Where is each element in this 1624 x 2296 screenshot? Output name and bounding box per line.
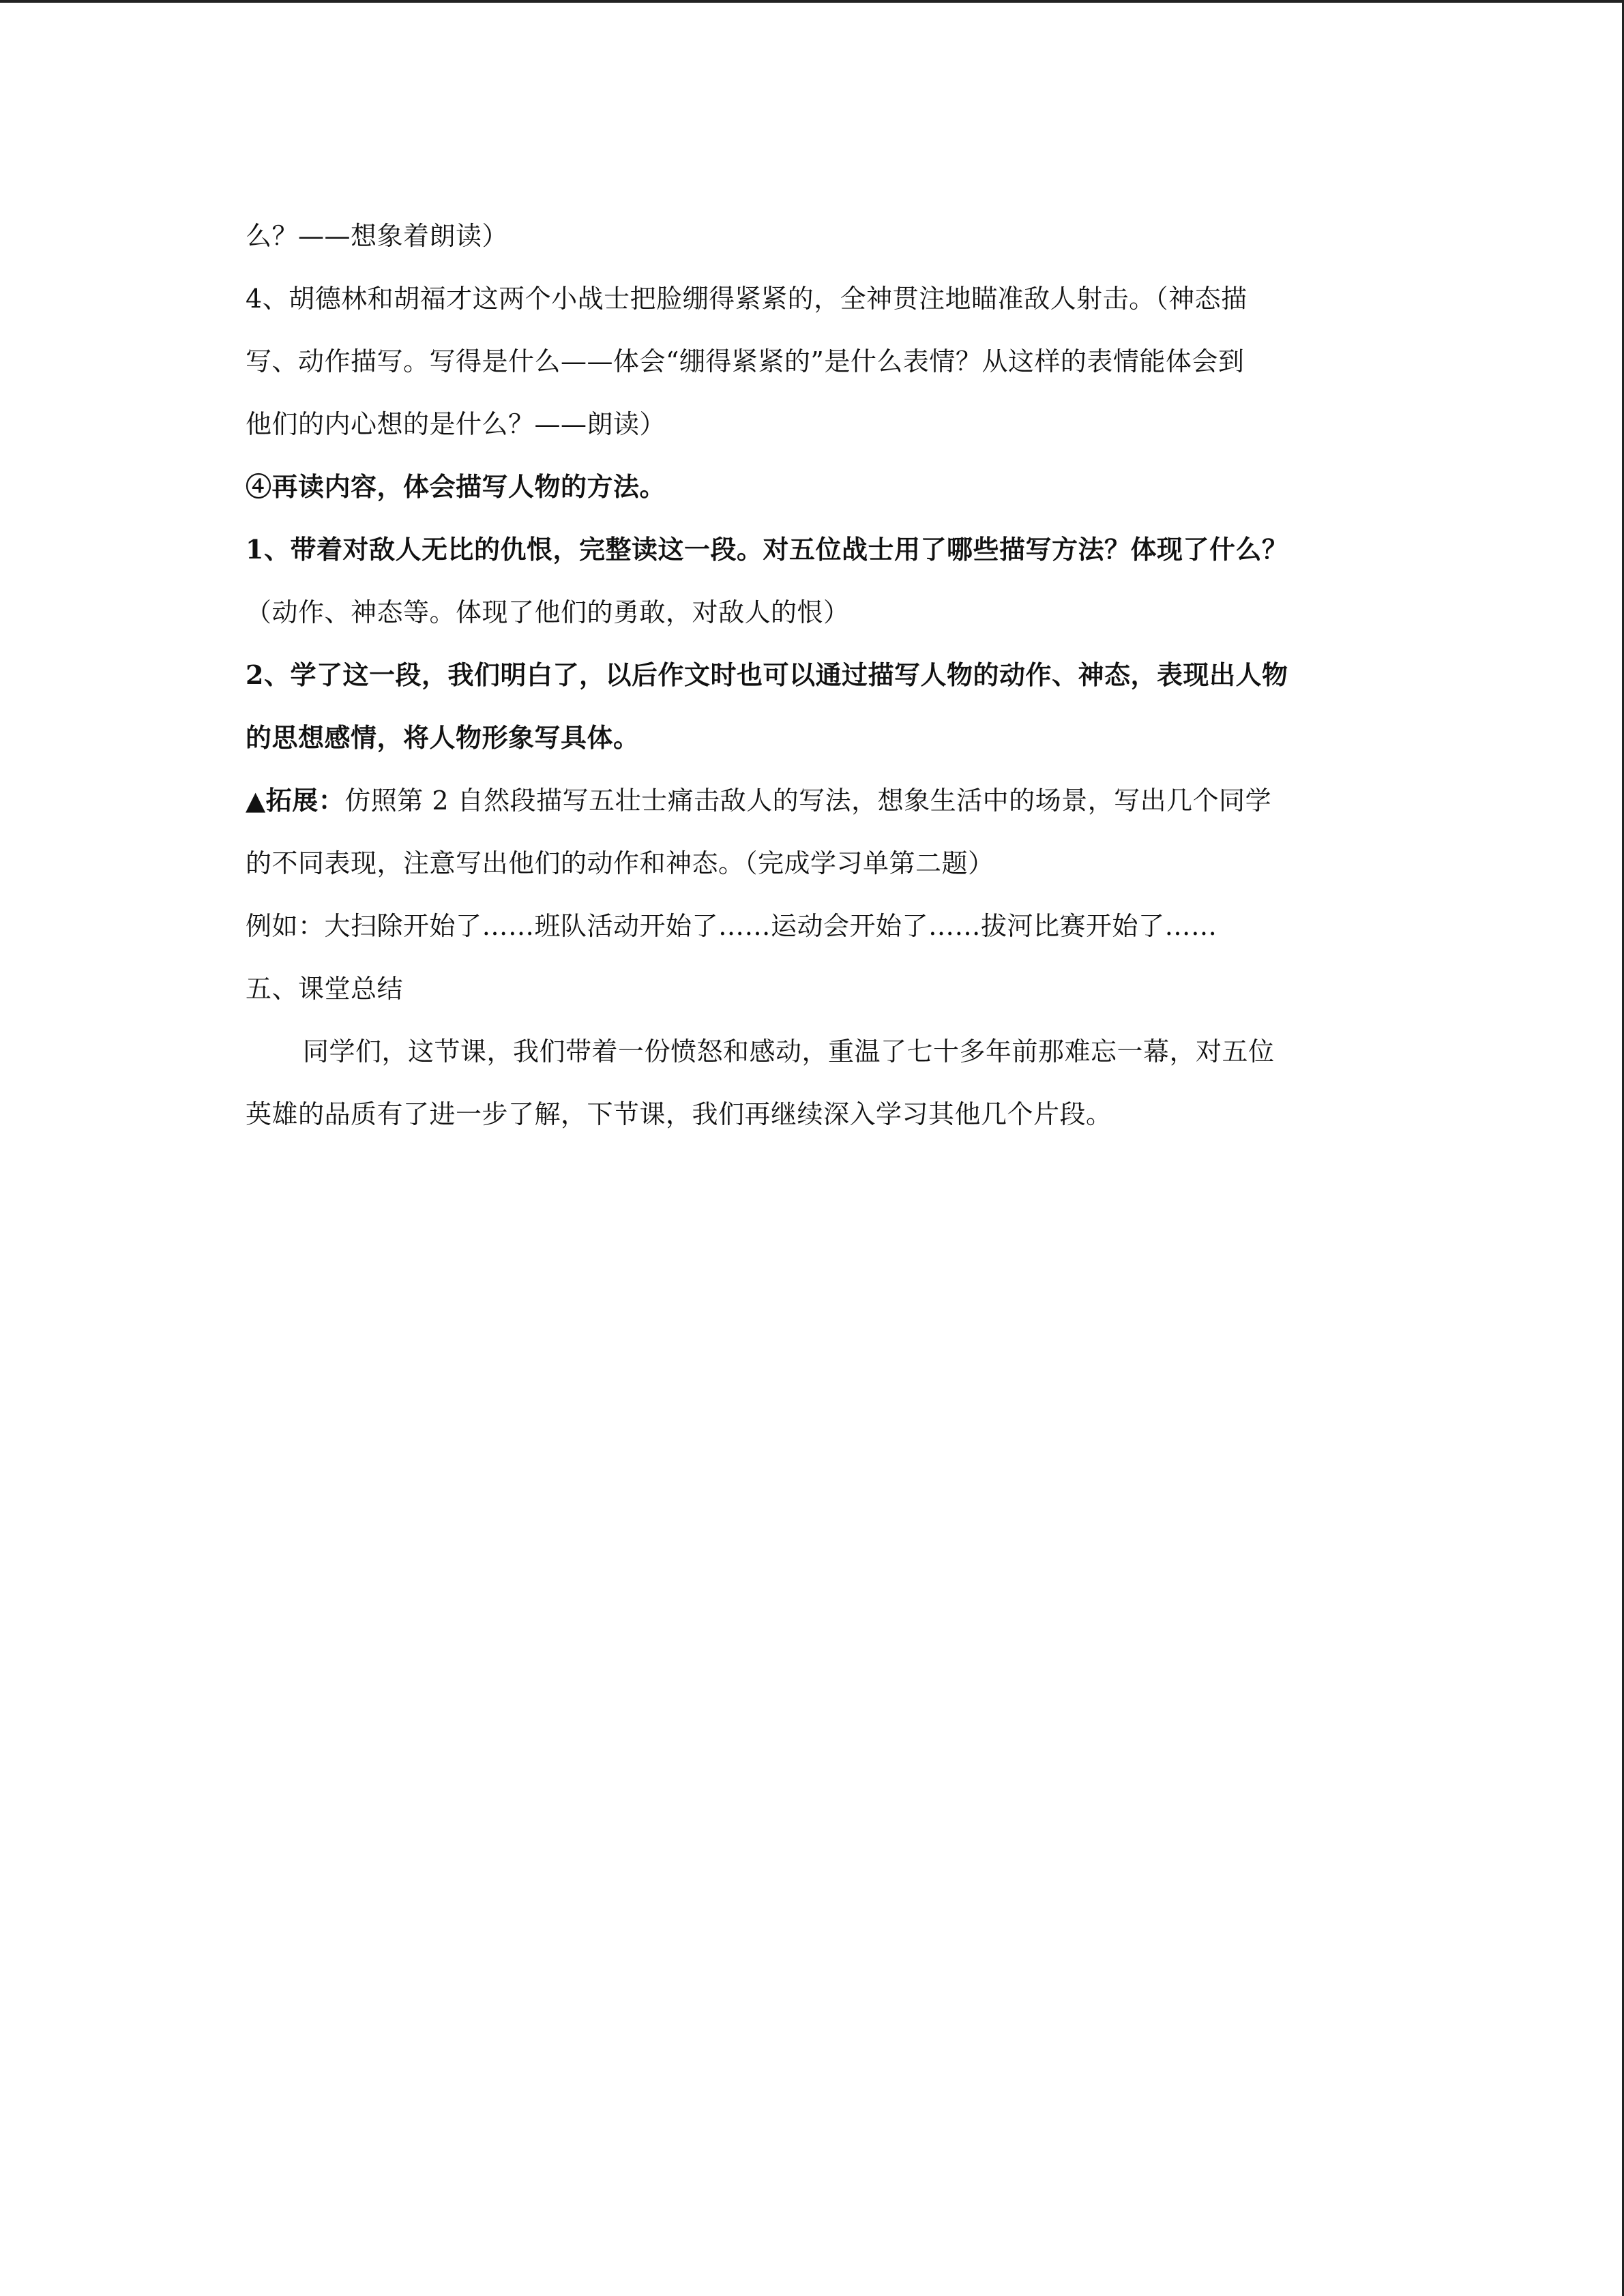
text-line-item-4: 4、胡德林和胡福才这两个小战士把脸绷得紧紧的，全神贯注地瞄准敌人射击。（神态描 bbox=[246, 284, 1247, 314]
text-line-reread-item-1-note: （动作、神态等。体现了他们的勇敢，对敌人的恨） bbox=[246, 597, 850, 627]
text-line-reread-item-2-cont: 的思想感情，将人物形象写具体。 bbox=[246, 722, 640, 753]
text-line-item-4-cont-1: 写、动作描写。写得是什么——体会“绷得紧紧的”是什么表情？从这样的表情能体会到 bbox=[246, 346, 1245, 376]
extension-text: 仿照第 2 自然段描写五壮士痛击敌人的写法，想象生活中的场景，写出几个同学 bbox=[344, 786, 1272, 816]
page-top-border bbox=[0, 0, 1624, 3]
text-line-reread-item-2: 2、学了这一段，我们明白了，以后作文时也可以通过描写人物的动作、神态，表现出人物 bbox=[246, 659, 1288, 690]
extension-label: ▲拓展： bbox=[246, 785, 345, 816]
text-line-continuation: 么？——想象着朗读） bbox=[246, 221, 509, 251]
text-line-example: 例如：大扫除开始了……班队活动开始了……运动会开始了……拔河比赛开始了…… bbox=[246, 911, 1217, 941]
text-line-summary-cont: 英雄的品质有了进一步了解，下节课，我们再继续深入学习其他几个片段。 bbox=[246, 1099, 1112, 1129]
text-line-item-4-cont-2: 他们的内心想的是什么？——朗读） bbox=[246, 409, 666, 439]
text-line-summary: 同学们，这节课，我们带着一份愤怒和感动，重温了七十多年前那难忘一幕，对五位 bbox=[303, 1037, 1275, 1067]
text-line-extension-cont: 的不同表现，注意写出他们的动作和神态。（完成学习单第二题） bbox=[246, 848, 994, 878]
document-body bbox=[246, 205, 1378, 1146]
section-heading-reread: ④再读内容，体会描写人物的方法。 bbox=[246, 471, 666, 502]
text-line-extension bbox=[246, 769, 1378, 832]
section-heading-summary: 五、课堂总结 bbox=[246, 974, 404, 1004]
text-line-reread-item-1: 1、带着对敌人无比的仇恨，完整读这一段。对五位战士用了哪些描写方法？体现了什么？ bbox=[246, 534, 1288, 565]
